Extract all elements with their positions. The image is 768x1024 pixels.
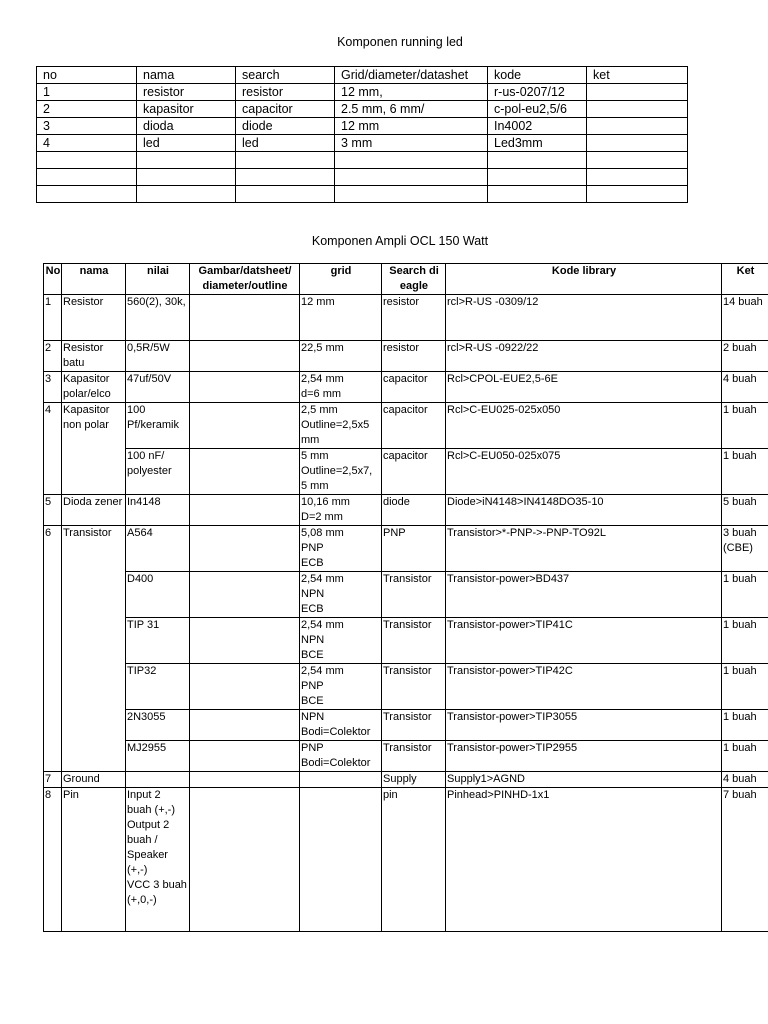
cell-ket: 1 buah xyxy=(722,710,768,741)
cell-search: Transistor xyxy=(382,741,446,772)
cell-grid xyxy=(300,788,382,932)
table-cell: 1 xyxy=(37,84,137,101)
cell-grid: 2,54 mm PNP BCE xyxy=(300,664,382,710)
cell-no: 1 xyxy=(44,295,62,341)
running-led-table xyxy=(36,66,688,203)
table-cell xyxy=(488,152,587,169)
table-row xyxy=(37,152,688,169)
table-row xyxy=(44,664,768,710)
cell-search: capacitor xyxy=(382,372,446,403)
cell-grid: PNP Bodi=Colektor xyxy=(300,741,382,772)
cell-nilai: 100 Pf/keramik xyxy=(126,403,190,449)
table-row xyxy=(37,135,688,152)
table-row xyxy=(44,572,768,618)
cell-nama: Kapasitor polar/elco xyxy=(62,372,126,403)
table-cell xyxy=(236,186,335,203)
ampli-title: Komponen Ampli OCL 150 Watt xyxy=(311,234,489,248)
table-cell xyxy=(335,169,488,186)
cell-grid: 12 mm xyxy=(300,295,382,341)
cell-no: 3 xyxy=(44,372,62,403)
cell-nilai: 100 nF/ polyester xyxy=(126,449,190,495)
cell-nama: Transistor xyxy=(62,526,126,772)
table-cell: 2 xyxy=(37,101,137,118)
table-row xyxy=(44,772,768,788)
table-cell xyxy=(587,186,688,203)
cell-kode: Rcl>C-EU025-025x050 xyxy=(446,403,722,449)
table-cell: 3 mm xyxy=(335,135,488,152)
table-row xyxy=(44,341,768,372)
cell-nilai: 560(2), 30k, xyxy=(126,295,190,341)
cell-no: 4 xyxy=(44,403,62,495)
table-row xyxy=(44,403,768,449)
column-header-no: No xyxy=(44,264,62,295)
column-header: nama xyxy=(137,67,236,84)
cell-kode: rcl>R-US -0309/12 xyxy=(446,295,722,341)
cell-search: Transistor xyxy=(382,618,446,664)
cell-nama: Resistor batu xyxy=(62,341,126,372)
running-led-title: Komponen running led xyxy=(337,35,463,49)
cell-grid: 22,5 mm xyxy=(300,341,382,372)
cell-gambar xyxy=(190,449,300,495)
cell-kode: Transistor-power>TIP42C xyxy=(446,664,722,710)
table-cell: led xyxy=(137,135,236,152)
cell-kode: Supply1>AGND xyxy=(446,772,722,788)
cell-ket: 1 buah xyxy=(722,618,768,664)
cell-nilai: A564 xyxy=(126,526,190,572)
cell-ket: 5 buah xyxy=(722,495,768,526)
cell-grid: NPN Bodi=Colektor xyxy=(300,710,382,741)
table-cell xyxy=(587,135,688,152)
table-cell: r-us-0207/12 xyxy=(488,84,587,101)
table-cell: 2.5 mm, 6 mm/ xyxy=(335,101,488,118)
cell-ket: 1 buah xyxy=(722,572,768,618)
column-header: no xyxy=(37,67,137,84)
ampli-ocl-table xyxy=(43,263,768,932)
cell-nilai: Input 2 buah (+,-) Output 2 buah / Speaker (+,-) VCC 3 buah (+,0,-) xyxy=(126,788,190,932)
cell-kode: Transistor-power>TIP2955 xyxy=(446,741,722,772)
table-row xyxy=(44,372,768,403)
cell-no: 8 xyxy=(44,788,62,932)
table-cell xyxy=(335,186,488,203)
column-header-ket: Ket xyxy=(722,264,768,295)
cell-no: 5 xyxy=(44,495,62,526)
table-row xyxy=(44,741,768,772)
header-row xyxy=(37,67,688,84)
table-cell: 4 xyxy=(37,135,137,152)
table-cell xyxy=(236,152,335,169)
cell-gambar xyxy=(190,403,300,449)
header-row xyxy=(44,264,768,295)
table-row xyxy=(37,101,688,118)
cell-nilai: 2N3055 xyxy=(126,710,190,741)
cell-nama: Dioda zener xyxy=(62,495,126,526)
column-header-kode: Kode library xyxy=(446,264,722,295)
cell-search: PNP xyxy=(382,526,446,572)
cell-grid xyxy=(300,772,382,788)
table-cell xyxy=(335,152,488,169)
cell-kode: Transistor>*-PNP->-PNP-TO92L xyxy=(446,526,722,572)
cell-search: pin xyxy=(382,788,446,932)
table-cell xyxy=(587,169,688,186)
cell-gambar xyxy=(190,664,300,710)
cell-ket: 1 buah xyxy=(722,741,768,772)
cell-no: 2 xyxy=(44,341,62,372)
column-header-gambar: Gambar/datsheet/ diameter/outline xyxy=(190,264,300,295)
cell-nama: Resistor xyxy=(62,295,126,341)
table-cell xyxy=(587,101,688,118)
cell-grid: 5,08 mm PNP ECB xyxy=(300,526,382,572)
cell-gambar xyxy=(190,572,300,618)
table-cell xyxy=(236,169,335,186)
cell-ket: 1 buah xyxy=(722,664,768,710)
table-cell: 12 mm xyxy=(335,118,488,135)
table-cell xyxy=(587,118,688,135)
table-cell xyxy=(587,84,688,101)
cell-nilai: D400 xyxy=(126,572,190,618)
cell-nama: Pin xyxy=(62,788,126,932)
table-cell: diode xyxy=(236,118,335,135)
table-cell xyxy=(137,152,236,169)
cell-search: Transistor xyxy=(382,572,446,618)
cell-gambar xyxy=(190,618,300,664)
cell-ket: 3 buah (CBE) xyxy=(722,526,768,572)
column-header-grid: grid xyxy=(300,264,382,295)
cell-grid: 2,5 mm Outline=2,5x5 mm xyxy=(300,403,382,449)
table-cell xyxy=(137,186,236,203)
table-cell xyxy=(37,152,137,169)
table-row xyxy=(44,788,768,932)
cell-ket: 14 buah xyxy=(722,295,768,341)
table-cell xyxy=(137,169,236,186)
cell-search: resistor xyxy=(382,341,446,372)
cell-grid: 2,54 mm NPN BCE xyxy=(300,618,382,664)
column-header: Grid/diameter/datashet xyxy=(335,67,488,84)
table-row xyxy=(44,526,768,572)
table-cell: c-pol-eu2,5/6 xyxy=(488,101,587,118)
cell-nilai: MJ2955 xyxy=(126,741,190,772)
cell-nilai: TIP32 xyxy=(126,664,190,710)
cell-gambar xyxy=(190,741,300,772)
cell-search: resistor xyxy=(382,295,446,341)
table-cell xyxy=(488,186,587,203)
cell-grid: 5 mm Outline=2,5x7, 5 mm xyxy=(300,449,382,495)
column-header-search: Search di eagle xyxy=(382,264,446,295)
table-row xyxy=(37,118,688,135)
column-header: ket xyxy=(587,67,688,84)
cell-grid: 2,54 mm NPN ECB xyxy=(300,572,382,618)
table-cell: 3 xyxy=(37,118,137,135)
table-row xyxy=(44,449,768,495)
column-header-nilai: nilai xyxy=(126,264,190,295)
cell-gambar xyxy=(190,788,300,932)
cell-ket: 1 buah xyxy=(722,449,768,495)
cell-grid: 10,16 mm D=2 mm xyxy=(300,495,382,526)
cell-nilai: TIP 31 xyxy=(126,618,190,664)
column-header-nama: nama xyxy=(62,264,126,295)
cell-search: diode xyxy=(382,495,446,526)
cell-search: Transistor xyxy=(382,710,446,741)
cell-kode: Rcl>CPOL-EUE2,5-6E xyxy=(446,372,722,403)
table-cell: In4002 xyxy=(488,118,587,135)
cell-ket: 4 buah xyxy=(722,372,768,403)
cell-kode: Pinhead>PINHD-1x1 xyxy=(446,788,722,932)
table-row xyxy=(44,495,768,526)
cell-kode: Transistor-power>BD437 xyxy=(446,572,722,618)
cell-grid: 2,54 mm d=6 mm xyxy=(300,372,382,403)
cell-nilai: 0,5R/5W xyxy=(126,341,190,372)
cell-kode: Transistor-power>TIP3055 xyxy=(446,710,722,741)
table-row xyxy=(37,84,688,101)
cell-nilai: 47uf/50V xyxy=(126,372,190,403)
table-cell: dioda xyxy=(137,118,236,135)
cell-no: 6 xyxy=(44,526,62,772)
table-cell: resistor xyxy=(236,84,335,101)
cell-search: capacitor xyxy=(382,449,446,495)
cell-ket: 2 buah xyxy=(722,341,768,372)
cell-kode: Diode>iN4148>IN4148DO35-10 xyxy=(446,495,722,526)
cell-nilai xyxy=(126,772,190,788)
table-cell xyxy=(488,169,587,186)
cell-no: 7 xyxy=(44,772,62,788)
cell-kode: rcl>R-US -0922/22 xyxy=(446,341,722,372)
table-cell: led xyxy=(236,135,335,152)
cell-ket: 4 buah xyxy=(722,772,768,788)
cell-search: Transistor xyxy=(382,664,446,710)
table-cell: kapasitor xyxy=(137,101,236,118)
table-row xyxy=(37,169,688,186)
cell-gambar xyxy=(190,372,300,403)
cell-gambar xyxy=(190,495,300,526)
column-header: kode xyxy=(488,67,587,84)
table-row xyxy=(37,186,688,203)
table-cell xyxy=(587,152,688,169)
cell-gambar xyxy=(190,295,300,341)
table-row xyxy=(44,295,768,341)
cell-gambar xyxy=(190,526,300,572)
table-cell xyxy=(37,186,137,203)
table-cell: resistor xyxy=(137,84,236,101)
cell-ket: 1 buah xyxy=(722,403,768,449)
cell-gambar xyxy=(190,772,300,788)
table-row xyxy=(44,618,768,664)
cell-search: Supply xyxy=(382,772,446,788)
table-cell xyxy=(37,169,137,186)
column-header: search xyxy=(236,67,335,84)
cell-nama: Kapasitor non polar xyxy=(62,403,126,495)
table-cell: 12 mm, xyxy=(335,84,488,101)
cell-search: capacitor xyxy=(382,403,446,449)
table-row xyxy=(44,710,768,741)
cell-nilai: In4148 xyxy=(126,495,190,526)
cell-gambar xyxy=(190,710,300,741)
table-cell: capacitor xyxy=(236,101,335,118)
table-cell: Led3mm xyxy=(488,135,587,152)
cell-kode: Rcl>C-EU050-025x075 xyxy=(446,449,722,495)
cell-kode: Transistor-power>TIP41C xyxy=(446,618,722,664)
cell-ket: 7 buah xyxy=(722,788,768,932)
cell-gambar xyxy=(190,341,300,372)
cell-nama: Ground xyxy=(62,772,126,788)
